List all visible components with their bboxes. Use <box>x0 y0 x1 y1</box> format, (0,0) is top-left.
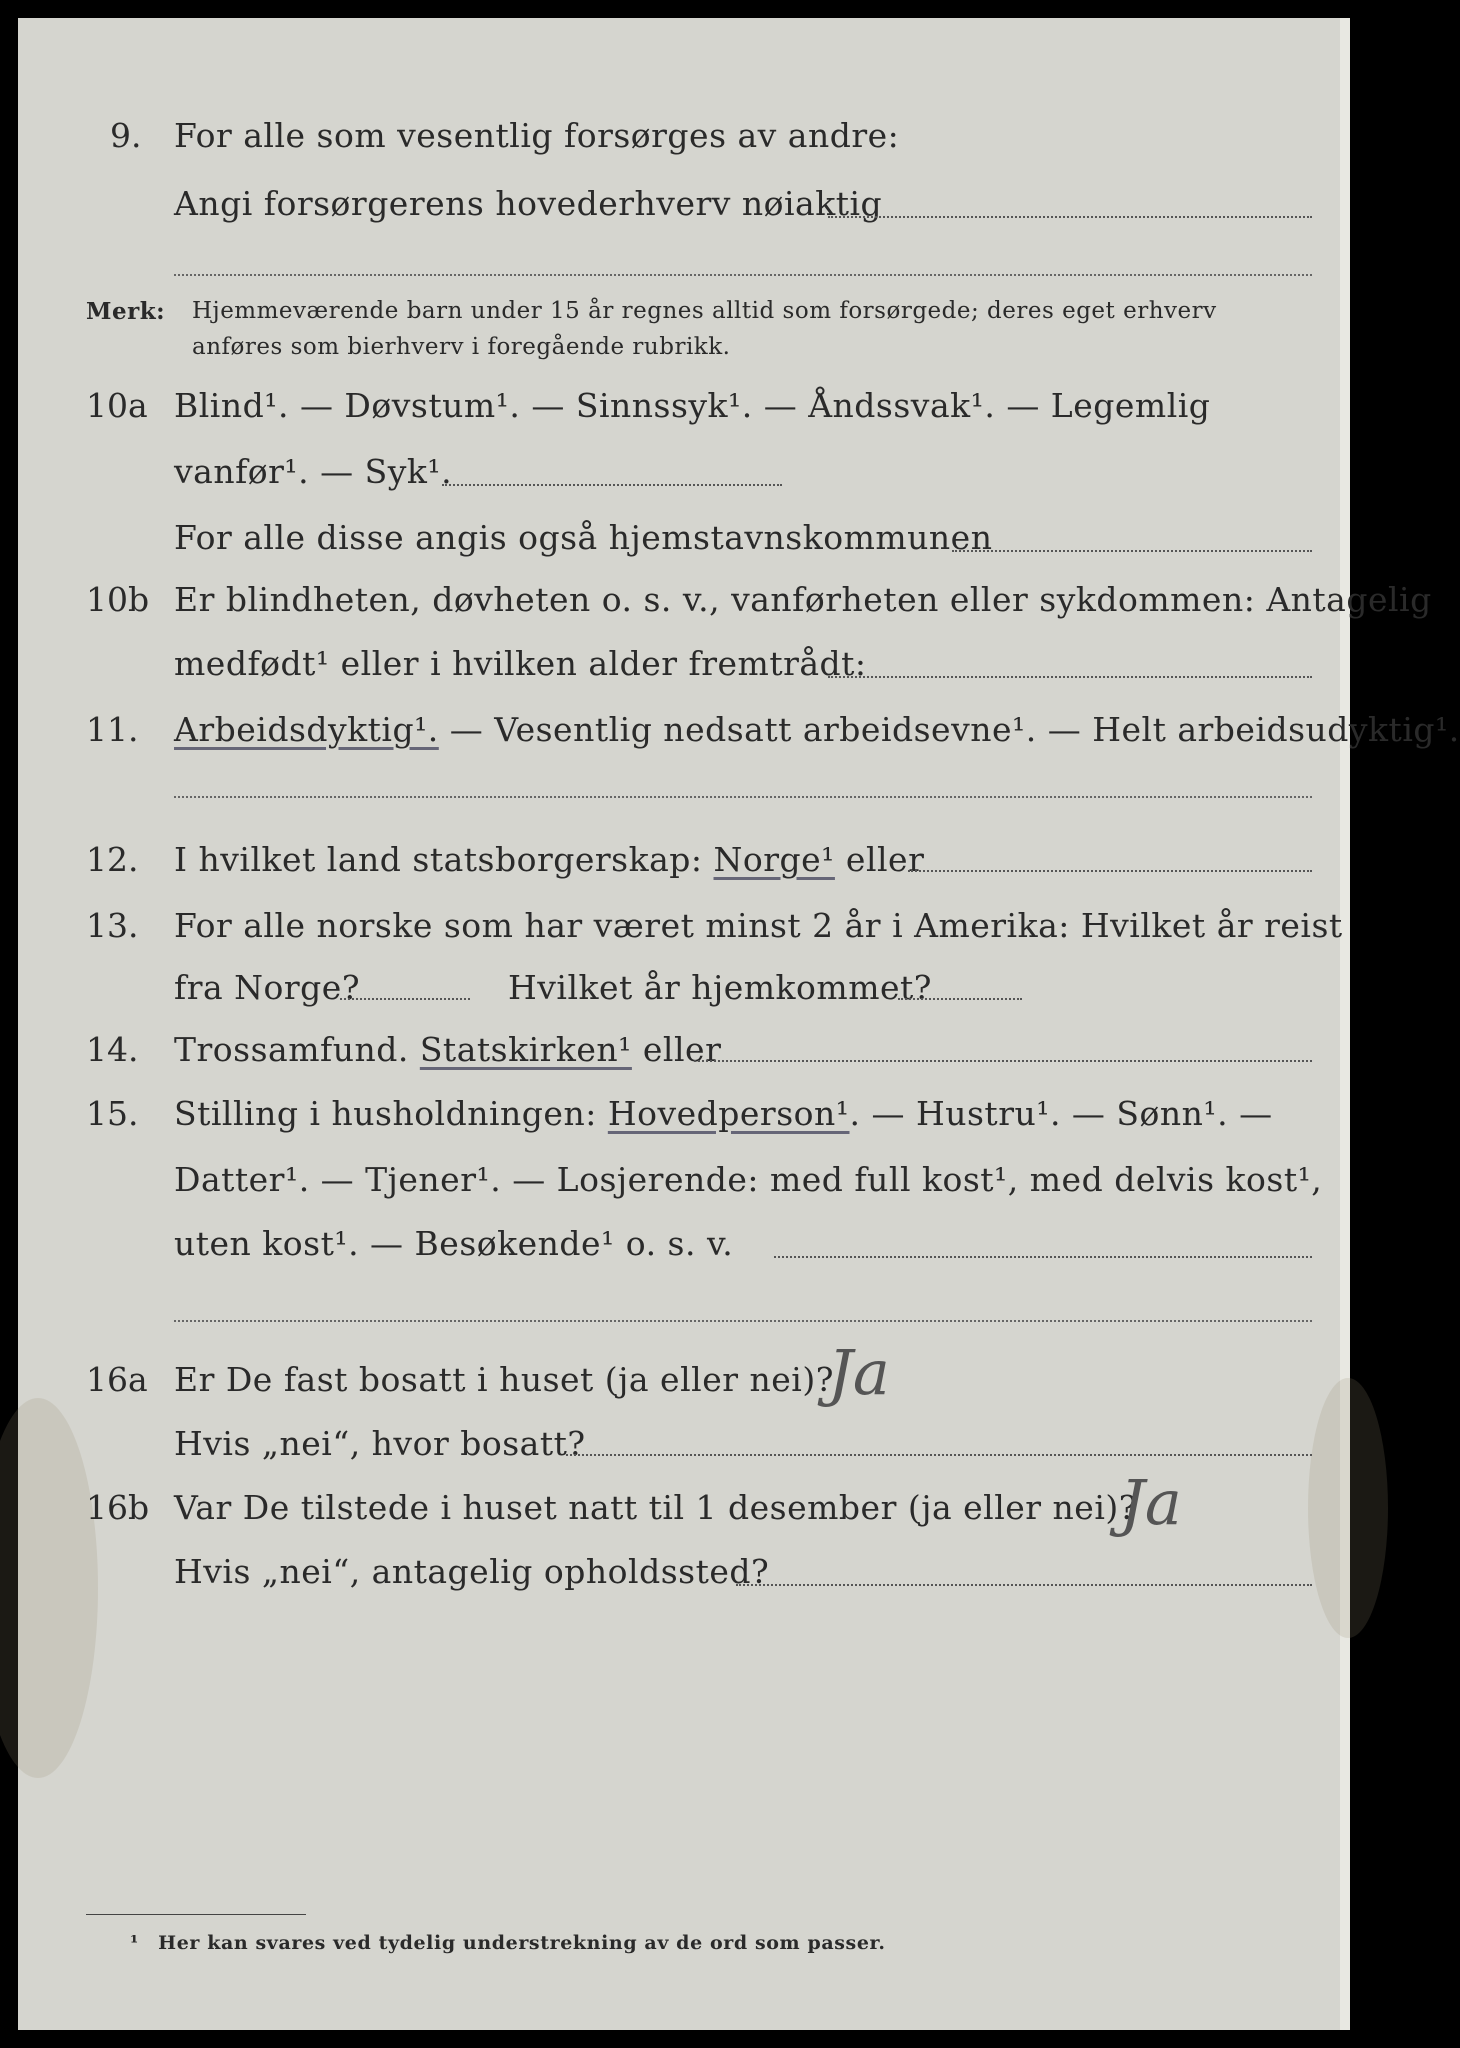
option-statskirken[interactable]: Statskirken¹ <box>419 1030 632 1069</box>
answer-line-16a[interactable] <box>566 1454 1312 1456</box>
answer-line-13-hjemkommet[interactable] <box>898 998 1022 1000</box>
question-16a-number: 16a <box>86 1360 148 1399</box>
question-10b-line1: Er blindheten, døvheten o. s. v., vanførheten eller sykdommen: Antagelig <box>174 580 1432 619</box>
question-9-number: 9. <box>110 116 142 155</box>
question-10a-line3: For alle disse angis også hjemstavnskommunen <box>174 518 993 557</box>
question-14-line <box>174 1030 721 1069</box>
merk-label: Merk: <box>86 298 166 325</box>
question-15-pre: Stilling i husholdningen: <box>174 1094 608 1133</box>
answer-line-11[interactable] <box>174 796 1312 798</box>
answer-line-15b[interactable] <box>174 1320 1312 1322</box>
census-form-page <box>18 18 1460 2030</box>
question-15-number: 15. <box>86 1094 139 1133</box>
handwritten-answer-16b: Ja <box>1120 1466 1182 1539</box>
question-16a-line1: Er De fast bosatt i huset (ja eller nei)? <box>174 1360 834 1399</box>
question-12-post: eller <box>834 840 925 879</box>
question-14-pre: Trossamfund. <box>174 1030 420 1069</box>
answer-line-10a[interactable] <box>442 484 782 486</box>
footnote-text: Her kan svares ved tydelig understrekning av de ord som passer. <box>158 1932 886 1954</box>
question-12-line <box>174 840 924 879</box>
merk-line1: Hjemmeværende barn under 15 år regnes alltid som forsørgede; deres eget erhverv <box>192 298 1217 324</box>
answer-line-9b[interactable] <box>174 274 1312 276</box>
question-10b-number: 10b <box>86 580 150 619</box>
option-arbeidsdyktig[interactable]: Arbeidsdyktig¹. <box>174 710 439 749</box>
question-9-line2: Angi forsørgerens hovederhverv nøiaktig <box>174 184 883 223</box>
question-13-line2a: fra Norge? <box>174 968 361 1007</box>
footnote-mark: ¹ <box>130 1932 139 1954</box>
question-10a-line2: vanfør¹. — Syk¹. <box>174 452 453 491</box>
question-16b-line1: Var De tilstede i huset natt til 1 desember (ja eller nei)? <box>174 1488 1137 1527</box>
question-10a-line1: Blind¹. — Døvstum¹. — Sinnssyk¹. — Åndssvak¹. — Legemlig <box>174 386 1211 425</box>
option-norge[interactable]: Norge¹ <box>713 840 835 879</box>
question-10a-number: 10a <box>86 386 148 425</box>
question-16b-line2: Hvis „nei“, antagelig opholdssted? <box>174 1552 770 1591</box>
answer-line-13-reist[interactable] <box>340 998 470 1000</box>
footnote <box>130 1932 886 1954</box>
question-9-line1: For alle som vesentlig forsørges av andre: <box>174 116 900 155</box>
answer-line-12[interactable] <box>908 870 1312 872</box>
question-11-number: 11. <box>86 710 139 749</box>
question-14-number: 14. <box>86 1030 139 1069</box>
paper-edge <box>1340 18 1350 2030</box>
question-14-post: eller <box>631 1030 722 1069</box>
question-13-number: 13. <box>86 906 139 945</box>
footnote-rule <box>86 1914 306 1915</box>
paper-stain <box>0 1398 98 1778</box>
question-12-pre: I hvilket land statsborgerskap: <box>174 840 714 879</box>
handwritten-answer-16a: Ja <box>828 1336 890 1409</box>
answer-line-9[interactable] <box>828 216 1312 218</box>
question-15-line2: Datter¹. — Tjener¹. — Losjerende: med full kost¹, med delvis kost¹, <box>174 1160 1323 1199</box>
merk-line2: anføres som bierhverv i foregående rubrikk. <box>192 334 731 360</box>
question-16a-line2: Hvis „nei“, hvor bosatt? <box>174 1424 586 1463</box>
paper-stain <box>1308 1378 1388 1638</box>
question-15-post: . — Hustru¹. — Sønn¹. — <box>849 1094 1273 1133</box>
question-16b-number: 16b <box>86 1488 150 1527</box>
option-hovedperson[interactable]: Hovedperson¹ <box>607 1094 850 1133</box>
answer-line-14[interactable] <box>694 1060 1312 1062</box>
question-15-line3: uten kost¹. — Besøkende¹ o. s. v. <box>174 1224 734 1263</box>
answer-line-16b[interactable] <box>736 1584 1312 1586</box>
question-11-rest: — Vesentlig nedsatt arbeidsevne¹. — Helt arbeidsudyktig¹. <box>438 710 1460 749</box>
question-15-line1 <box>174 1094 1273 1133</box>
question-13-line2b: Hvilket år hjemkommet? <box>508 968 932 1007</box>
answer-line-10b[interactable] <box>828 676 1312 678</box>
answer-line-15[interactable] <box>774 1256 1312 1258</box>
answer-line-10a-kommune[interactable] <box>952 550 1312 552</box>
question-11-line <box>174 710 1460 749</box>
question-12-number: 12. <box>86 840 139 879</box>
question-10b-line2: medfødt¹ eller i hvilken alder fremtrådt: <box>174 644 867 683</box>
question-13-line1: For alle norske som har været minst 2 år i Amerika: Hvilket år reist <box>174 906 1343 945</box>
